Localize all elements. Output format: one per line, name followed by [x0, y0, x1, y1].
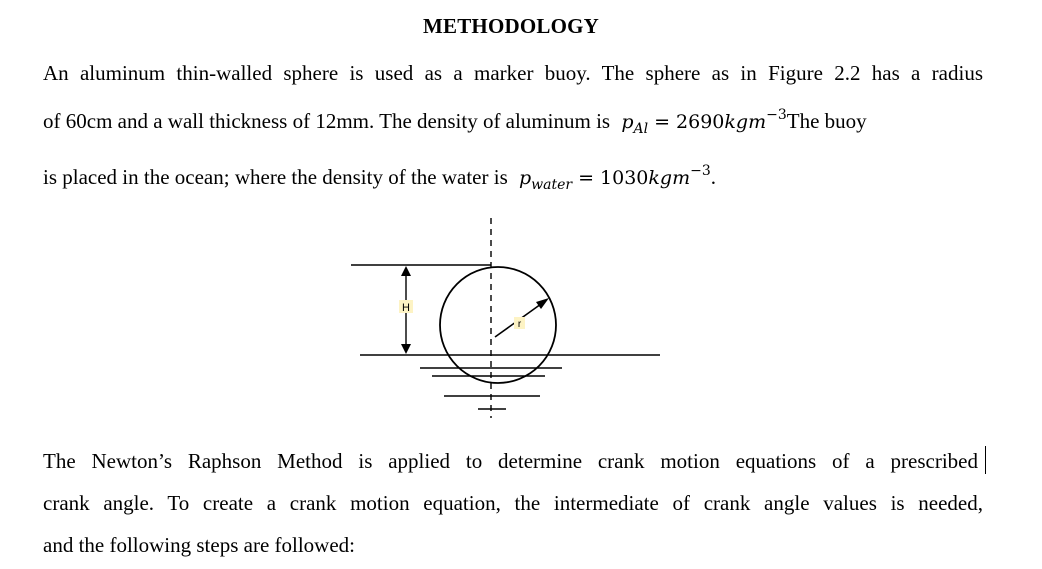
intro-line-2-end: The buoy: [786, 109, 867, 133]
height-label: H: [402, 302, 410, 314]
rho-water-unit: kgm: [648, 167, 691, 189]
rho-al-unit: kgm: [724, 111, 767, 133]
height-arrow-down-icon: [401, 344, 411, 354]
rho-water-unit-exponent: −3: [690, 163, 711, 179]
rho-water-value: 1030: [600, 167, 649, 189]
intro-line-2-text: of 60cm and a wall thickness of 12mm. The density of aluminum is: [43, 109, 611, 133]
section-heading: METHODOLOGY: [422, 14, 600, 38]
equals-sign-2: =: [578, 167, 595, 189]
rho-al-unit-exponent: −3: [766, 107, 787, 123]
height-arrow-up-icon: [401, 266, 411, 276]
intro-line-3-end: .: [710, 165, 716, 189]
radius-arrowhead: [536, 298, 549, 309]
intro-paragraph: [43, 52, 983, 206]
equals-sign: =: [654, 111, 671, 133]
text-cursor: [985, 446, 986, 474]
rho-water-subscript: water: [531, 177, 573, 193]
method-line-2: crank angle. To create a crank motion equation, the intermediate of crank angle values is needed,: [43, 491, 983, 515]
intro-line-2: [43, 94, 983, 150]
radius-label: r: [517, 319, 522, 330]
method-line-1: The Newton’s Raphson Method is applied to determine crank motion equations of a prescribed: [43, 449, 978, 473]
rho-al-symbol: $p_{Al}$: [621, 111, 649, 137]
rho-water-symbol: $p_{water}$: [519, 167, 573, 193]
method-paragraph: [43, 440, 983, 566]
buoy-diagram: [340, 210, 670, 425]
rho-al-subscript: Al: [633, 121, 649, 137]
intro-line-3-text: is placed in the ocean; where the density of the water is: [43, 165, 508, 189]
intro-line-1: An aluminum thin-walled sphere is used as a marker buoy. The sphere as in Figure 2.2 has a radius: [43, 61, 983, 85]
rho-al-value: 2690: [676, 111, 725, 133]
sphere-outline: [440, 267, 556, 383]
intro-line-3: [43, 150, 983, 206]
method-line-3: and the following steps are followed:: [43, 533, 356, 557]
